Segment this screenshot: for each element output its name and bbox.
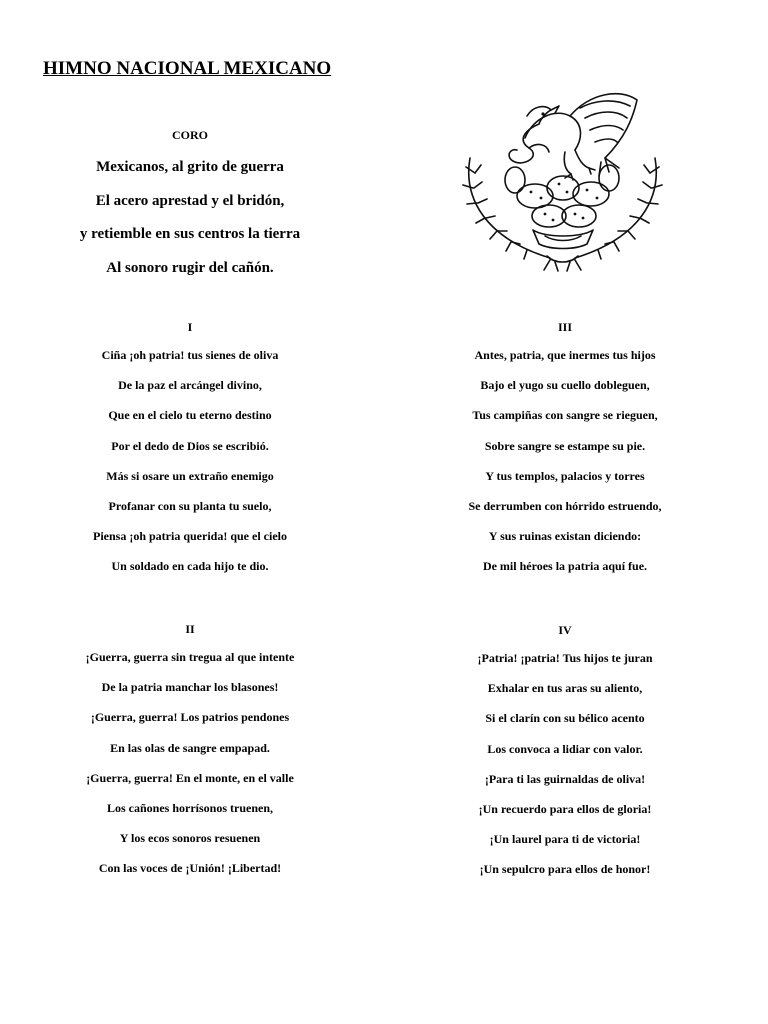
stanza-line: Piensa ¡oh patria querida! que el cielo xyxy=(93,529,287,544)
stanza-line: Profanar con su planta tu suelo, xyxy=(108,498,272,513)
stanza-line: Y los ecos sonoros resuenen xyxy=(119,831,261,846)
stanza-line: Los convoca a lidiar con valor. xyxy=(487,741,643,756)
stanza-line: De la patria manchar los blasones! xyxy=(101,680,279,695)
stanza-line: Si el clarín con su bélico acento xyxy=(485,711,645,726)
stanza-line: ¡Un laurel para ti de victoria! xyxy=(489,832,641,847)
stanza-line: Que en el cielo tu eterno destino xyxy=(108,408,272,423)
stanza-line: Los cañones horrísonos truenen, xyxy=(106,800,273,815)
stanza-1 xyxy=(40,317,340,589)
stanza-4 xyxy=(415,620,715,892)
stanza-line: Y tus templos, palacios y torres xyxy=(485,468,645,483)
stanza-line: Un soldado en cada hijo te dio. xyxy=(111,559,269,574)
document-title: HIMNO NACIONAL MEXICANO xyxy=(43,58,332,79)
stanza-number: I xyxy=(187,320,193,334)
chorus-heading: CORO xyxy=(172,128,208,142)
stanza-line: De mil héroes la patria aquí fue. xyxy=(482,559,648,574)
stanza-3 xyxy=(415,317,715,589)
stanza-number: III xyxy=(557,320,572,334)
stanza-line: Tus campiñas con sangre se rieguen, xyxy=(472,408,658,423)
stanza-line: Más si osare un extraño enemigo xyxy=(106,468,274,483)
stanza-line: Bajo el yugo su cuello dobleguen, xyxy=(480,378,650,393)
stanza-line: En las olas de sangre empapad. xyxy=(110,740,270,755)
chorus-line: El acero aprestad y el bridón, xyxy=(95,192,285,209)
stanza-line: De la paz el arcángel divino, xyxy=(118,378,262,393)
stanza-line: ¡Guerra, guerra! Los patrios pendones xyxy=(90,710,290,725)
stanza-line: ¡Guerra, guerra! En el monte, en el valle xyxy=(86,770,294,785)
stanza-line: Exhalar en tus aras su aliento, xyxy=(487,681,643,696)
stanza-lines xyxy=(415,650,715,892)
chorus-line: Mexicanos, al grito de guerra xyxy=(96,159,284,175)
stanza-lines xyxy=(415,347,715,589)
stanza-line: Se derrumben con hórrido estruendo, xyxy=(468,498,662,513)
stanza-2 xyxy=(40,619,340,891)
stanza-lines xyxy=(40,347,340,589)
stanza-line: Con las voces de ¡Unión! ¡Libertad! xyxy=(98,861,282,876)
stanza-lines xyxy=(40,649,340,891)
chorus xyxy=(40,125,340,291)
mexican-coat-of-arms-icon xyxy=(455,78,670,273)
stanza-line: Antes, patria, que inermes tus hijos xyxy=(474,348,656,362)
stanza-number: II xyxy=(185,622,195,636)
stanza-line: ¡Un sepulcro para ellos de honor! xyxy=(479,862,651,877)
chorus-lines xyxy=(40,157,340,291)
stanza-number: IV xyxy=(558,623,572,637)
chorus-line: Al sonoro rugir del cañón. xyxy=(106,259,274,276)
stanza-line: Y sus ruinas existan diciendo: xyxy=(488,529,642,544)
stanza-line: ¡Guerra, guerra sin tregua al que intente xyxy=(85,650,295,664)
stanza-line: Por el dedo de Dios se escribió. xyxy=(111,438,269,453)
stanza-line: Sobre sangre se estampe su pie. xyxy=(484,438,646,453)
chorus-line: y retiemble en sus centros la tierra xyxy=(79,226,301,242)
stanza-line: ¡Patria! ¡patria! Tus hijos te juran xyxy=(477,651,653,665)
stanza-line: ¡Un recuerdo para ellos de gloria! xyxy=(478,801,652,816)
stanza-line: ¡Para ti las guirnaldas de oliva! xyxy=(484,771,646,786)
stanza-line: Ciña ¡oh patria! tus sienes de oliva xyxy=(101,348,279,362)
